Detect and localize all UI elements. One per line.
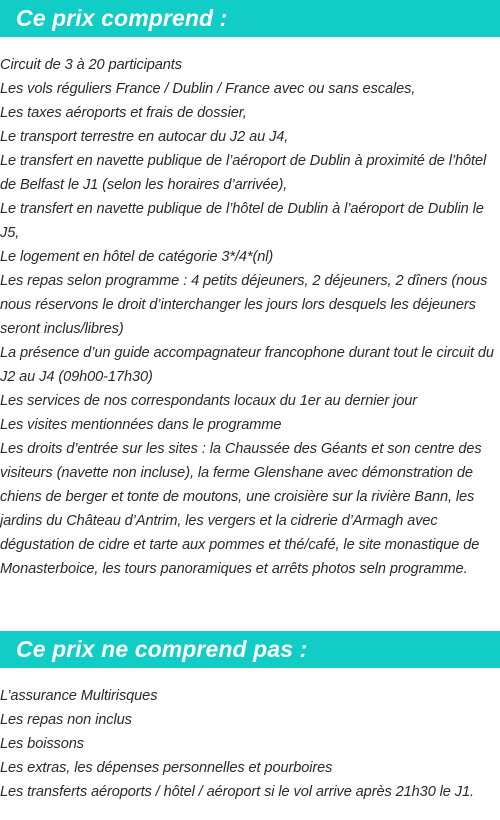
included-item: Les repas selon programme : 4 petits déjeuners, 2 déjeuners, 2 dîners (nous nous réservons le droit d’interchanger les jours lors desquels les déjeuners seront inclus/libres) (0, 273, 488, 337)
included-item: Les droits d’entrée sur les sites : la Chaussée des Géants et son centre des visiteurs (navette non incluse), la ferme Glenshane avec démonstration de chiens de berger et tonte de moutons, une croisière sur la rivière Bann, les jardins du Château d’Antrim, les vergers et la cidrerie d’Armagh avec dégustation de cidre et tarte aux pommes et thé/café, le site monastique de Monasterboice, les tours panoramiques et arrêts photos seln programme. (0, 441, 482, 577)
excluded-section-header (0, 631, 500, 668)
included-item: Le logement en hôtel de catégorie 3*/4*(nl) (0, 249, 274, 265)
included-item: Le transfert en navette publique de l’aéroport de Dublin à proximité de l’hôtel de Belfast le J1 (selon les horaires d’arrivée), (0, 153, 487, 193)
included-item: La présence d’un guide accompagnateur francophone durant tout le circuit du J2 au J4 (09h00-17h30) (0, 345, 494, 385)
included-item: Le transport terrestre en autocar du J2 au J4, (0, 129, 289, 145)
excluded-item: Les boissons (0, 736, 84, 752)
included-items-list (0, 53, 500, 581)
included-section-header (0, 0, 500, 37)
excluded-item: L’assurance Multirisques (0, 688, 158, 704)
included-title: Ce prix comprend : (16, 5, 228, 31)
included-item: Le transfert en navette publique de l’hôtel de Dublin à l’aéroport de Dublin le J5, (0, 201, 484, 241)
excluded-item: Les extras, les dépenses personnelles et pourboires (0, 760, 333, 776)
included-item: Les services de nos correspondants locaux du 1er au dernier jour (0, 393, 418, 409)
included-item: Les visites mentionnées dans le programme (0, 417, 282, 433)
included-item: Les taxes aéroports et frais de dossier, (0, 105, 247, 121)
excluded-item: Les transferts aéroports / hôtel / aéroport si le vol arrive après 21h30 le J1. (0, 784, 474, 800)
included-item: Les vols réguliers France / Dublin / France avec ou sans escales, (0, 81, 416, 97)
excluded-items-list (0, 684, 500, 804)
excluded-item: Les repas non inclus (0, 712, 132, 728)
excluded-title: Ce prix ne comprend pas : (16, 636, 308, 662)
included-item: Circuit de 3 à 20 participants (0, 57, 182, 73)
